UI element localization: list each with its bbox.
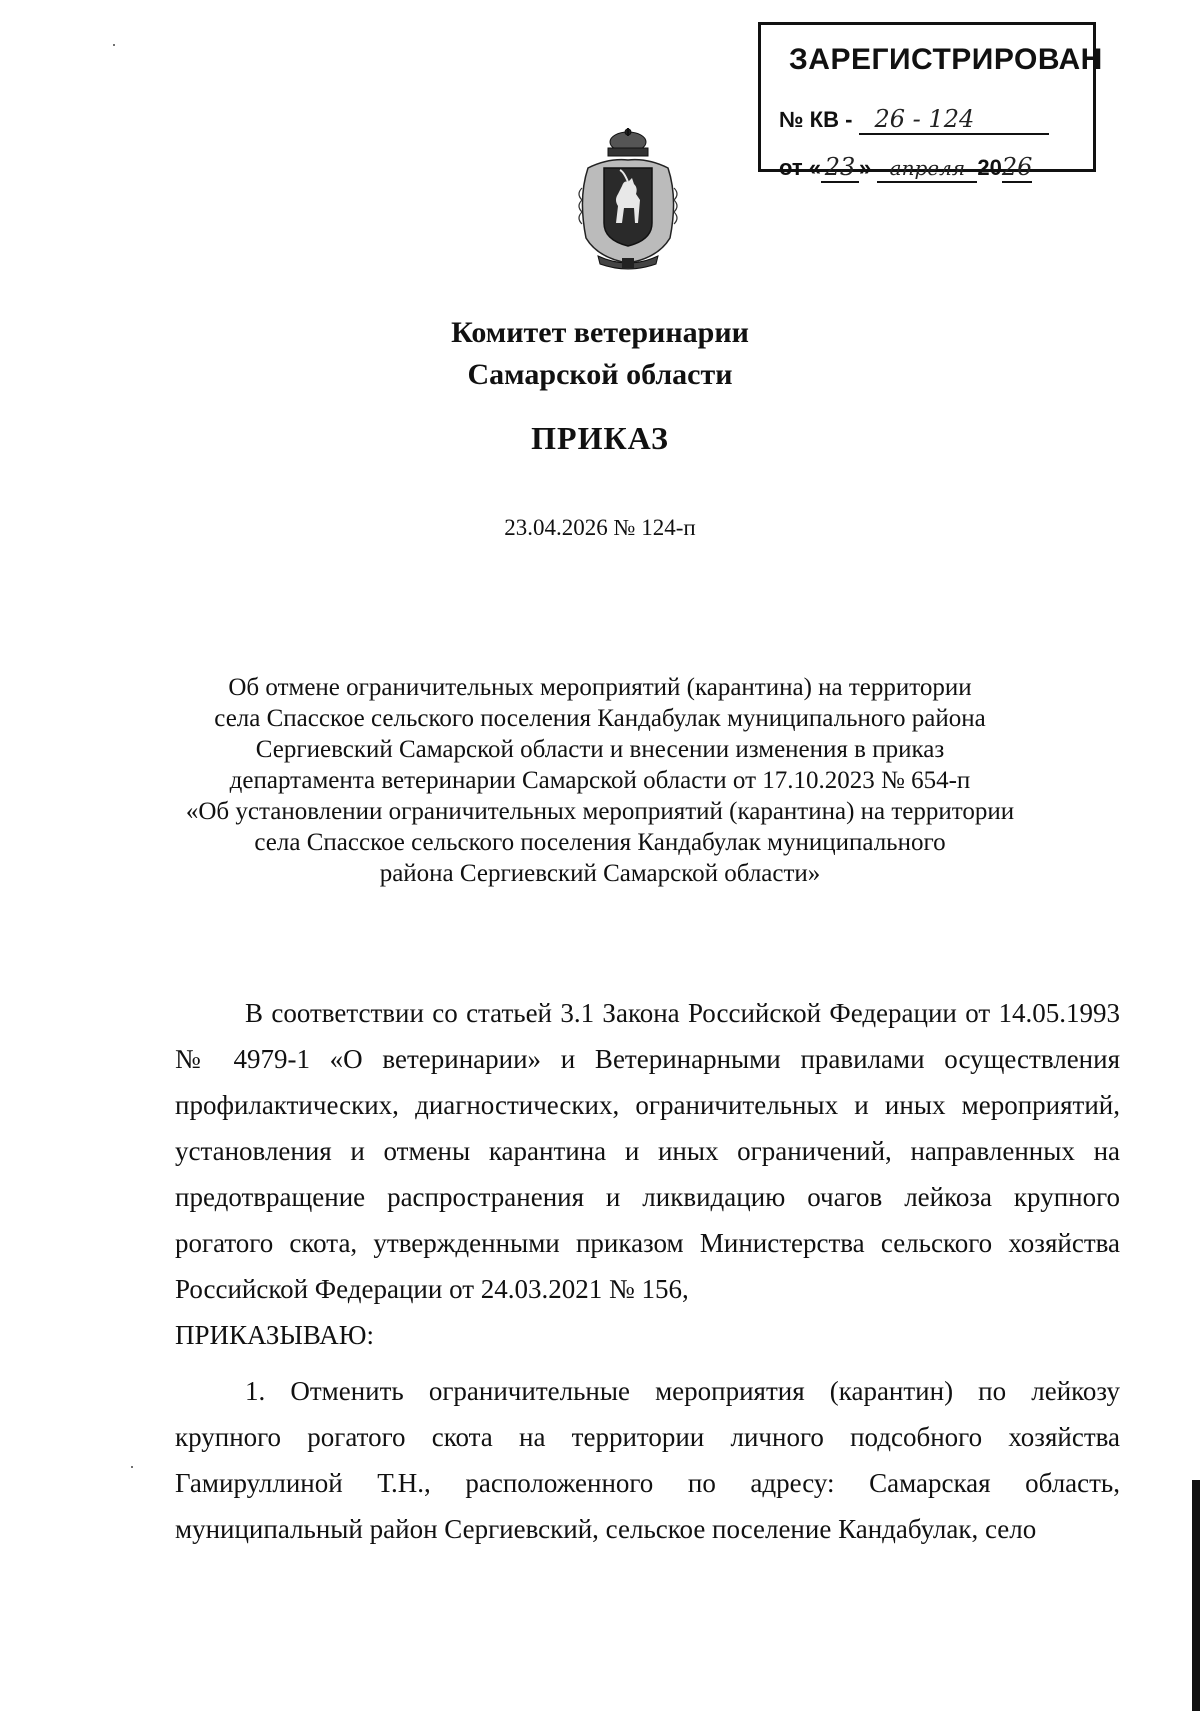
samara-coat-of-arms-icon	[568, 128, 688, 273]
stamp-title: ЗАРЕГИСТРИРОВАН	[789, 43, 1103, 76]
stamp-date-year-handwritten: 26	[1001, 153, 1033, 181]
subject-line: села Спасское сельского поселения Кандабулак муниципального района	[214, 705, 986, 732]
subject-line: «Об установлении ограничительных мероприятий (карантина) на территории	[185, 798, 1015, 825]
scan-speck	[131, 1466, 133, 1468]
preamble-paragraph: В соответствии со статьей 3.1 Закона Российской Федерации от 14.05.1993 № 4979-1 «О ветеринарии» и Ветеринарными правилами осуществления профилактических, диагностических, ограничительных и иных мероприятий, установления и отмены карантина и иных ограничений, направленных на предотвращение распространения и ликвидацию очагов лейкоза крупного рогатого скота, утвержденными приказом Министерства сельского хозяйства Российской Федерации от 24.03.2021 № 156,	[175, 998, 1120, 1304]
subject-line: района Сергиевский Самарской области»	[379, 860, 821, 887]
stamp-number-line	[779, 105, 1049, 135]
scan-speck	[113, 44, 115, 46]
stamp-date-prefix: от «	[779, 155, 822, 180]
organization-line-1: Комитет ветеринарии	[451, 316, 749, 349]
order-date-number: 23.04.2026 № 124-п	[504, 515, 696, 540]
subject-line: Об отмене ограничительных мероприятий (карантина) на территории	[228, 674, 972, 701]
subject-line: села Спасское сельского поселения Кандабулак муниципального	[254, 829, 946, 856]
subject-line: департамента ветеринарии Самарской области от 17.10.2023 № 654-п	[229, 767, 971, 794]
order-command: ПРИКАЗЫВАЮ:	[175, 1320, 374, 1350]
stamp-date-day: 23	[824, 153, 856, 181]
organization-line-2: Самарской области	[467, 358, 733, 391]
stamp-number-handwritten: 26 - 124	[874, 105, 975, 133]
order-subject	[160, 672, 1040, 889]
order-item-1: 1. Отменить ограничительные мероприятия (карантин) по лейкозу крупного рогатого скота на территории личного подсобного хозяйства Гамируллиной Т.Н., расположенного по адресу: Самарская область, муниципальный район Сергиевский, сельское поселение Кандабулак, село	[175, 1376, 1120, 1544]
stamp-date-line	[779, 153, 1032, 183]
registration-stamp	[758, 22, 1103, 181]
stamp-number-prefix: № КВ -	[779, 107, 853, 132]
document-type: ПРИКАЗ	[531, 420, 669, 456]
stamp-date-mid: »	[859, 155, 872, 180]
organization-name	[0, 312, 1200, 396]
stamp-date-month: апреля	[889, 156, 966, 180]
stamp-date-year-printed: 20	[977, 155, 1002, 180]
order-body	[175, 990, 1120, 1552]
scan-edge-shadow	[1192, 1480, 1200, 1711]
subject-line: Сергиевский Самарской области и внесении изменения в приказ	[255, 736, 945, 763]
